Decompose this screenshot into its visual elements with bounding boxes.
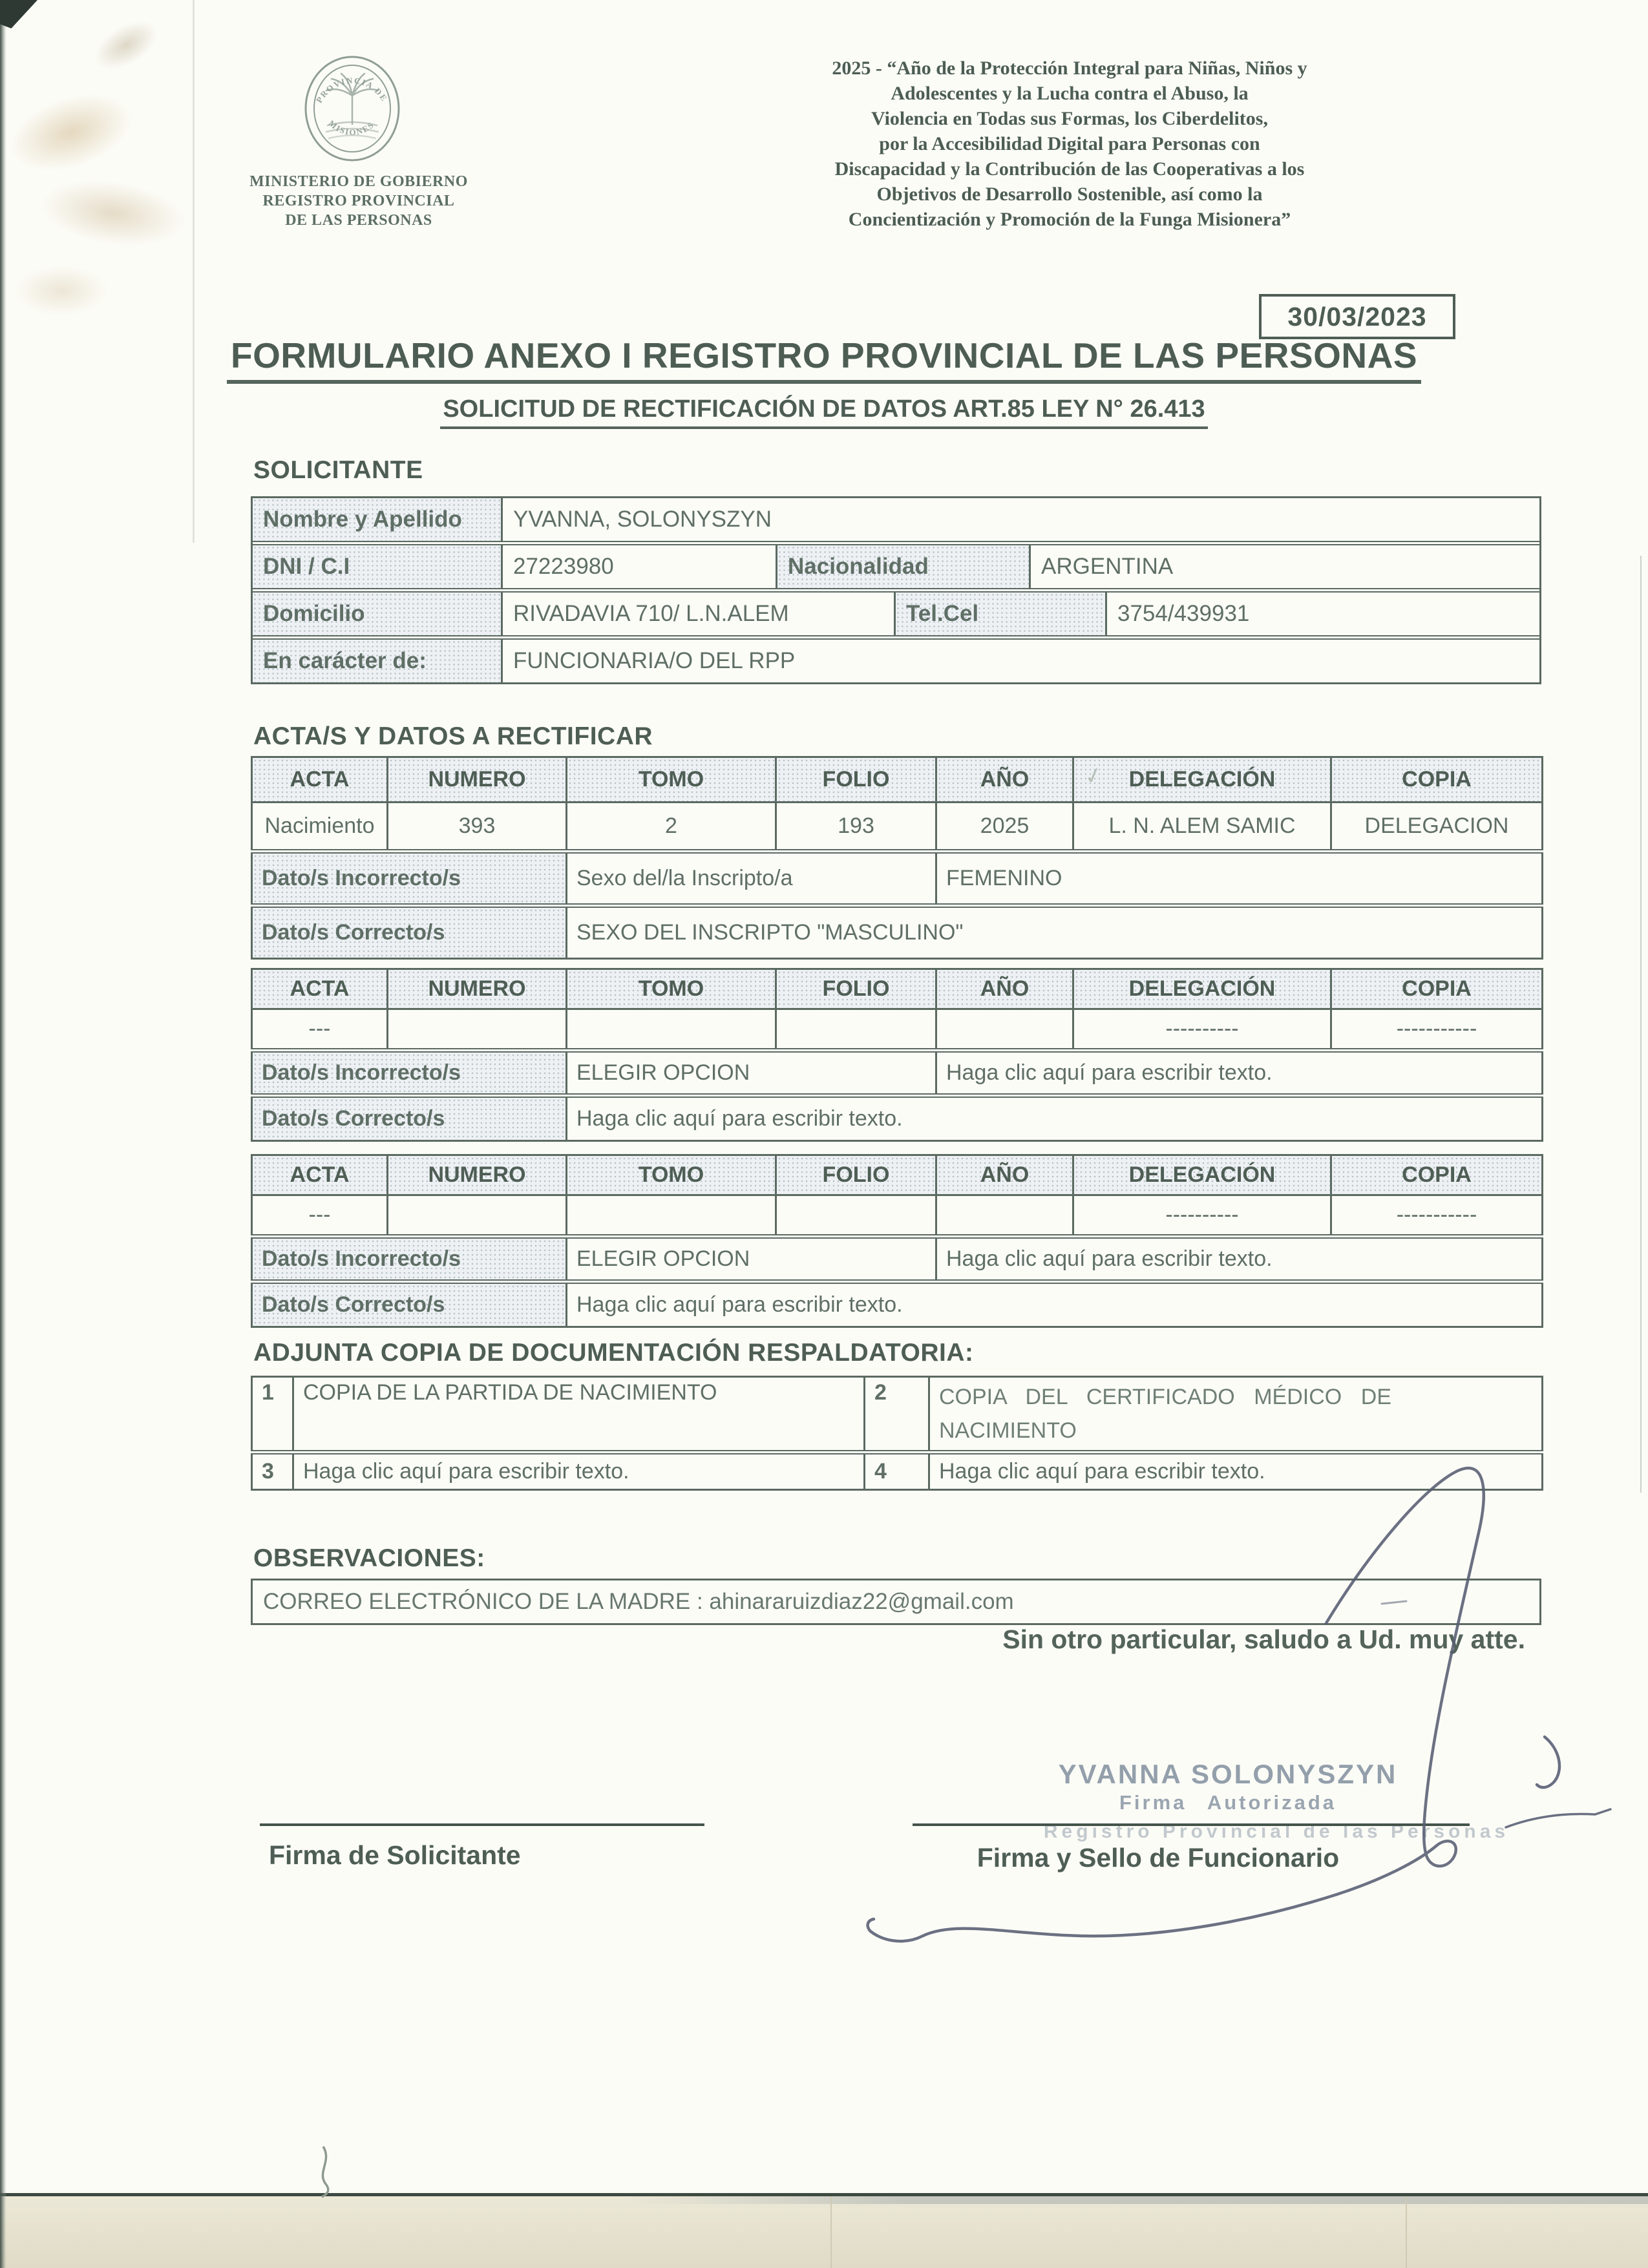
- incorrecto-label: Dato/s Incorrecto/s: [252, 852, 567, 906]
- folio-cell: [776, 1195, 936, 1237]
- paper-crease: [193, 0, 195, 543]
- ministry-line: DE LAS PERSONAS: [285, 212, 432, 229]
- acta-cell: ---: [252, 1009, 388, 1051]
- scanner-background-band: [0, 2193, 1648, 2268]
- item-text: COPIA DEL CERTIFICADO MÉDICO DE NACIMIENTO: [929, 1377, 1543, 1453]
- col-header-tomo: TOMO: [567, 969, 776, 1009]
- funcionario-signature-label: Firma y Sello de Funcionario: [977, 1843, 1340, 1873]
- delegacion-cell: ----------: [1073, 1195, 1331, 1237]
- col-header-delegacion: DELEGACIÓN: [1073, 969, 1331, 1009]
- observaciones-value: CORREO ELECTRÓNICO DE LA MADRE : ahinararuizdiaz22@gmail.com: [263, 1589, 1014, 1614]
- col-header-acta: ACTA: [252, 969, 388, 1009]
- incorrecto-label: Dato/s Incorrecto/s: [252, 1237, 567, 1282]
- nacionalidad-label: Nacionalidad: [776, 545, 1029, 588]
- item-text: Haga clic aquí para escribir texto.: [293, 1453, 865, 1490]
- table-header-row: [252, 969, 1543, 1009]
- motto-line: Concientización y Promoción de la Funga Misionera”: [848, 209, 1291, 230]
- dni-value: 27223980: [501, 545, 776, 588]
- col-header-tomo: TOMO: [567, 1155, 776, 1195]
- solicitante-signature-label: Firma de Solicitante: [269, 1840, 521, 1870]
- incorrecto-row: [252, 1237, 1543, 1282]
- incorrecto-label: Dato/s Incorrecto/s: [252, 1051, 567, 1096]
- tomo-cell: [567, 1195, 776, 1237]
- scan-corner-mark: [0, 0, 37, 28]
- provincia-misiones-emblem-logo: [262, 53, 443, 164]
- scan-right-line: [1640, 556, 1642, 1493]
- incorrecto-campo: Sexo del/la Inscripto/a: [567, 852, 936, 906]
- stamp-role: Firma Autorizada: [1119, 1791, 1337, 1814]
- year-motto-block: [701, 56, 1438, 232]
- nacionalidad-value: ARGENTINA: [1029, 545, 1539, 588]
- observaciones-heading: OBSERVACIONES:: [253, 1544, 485, 1572]
- col-header-folio: FOLIO: [776, 757, 936, 803]
- closing-salutation: Sin otro particular, saludo a Ud. muy atte.: [1002, 1624, 1525, 1654]
- date-box: 30/03/2023: [1259, 294, 1455, 339]
- col-header-numero: NUMERO: [388, 969, 567, 1009]
- adjunta-heading: ADJUNTA COPIA DE DOCUMENTACIÓN RESPALDATORIA:: [253, 1339, 974, 1367]
- ministry-line: MINISTERIO DE GOBIERNO: [249, 173, 468, 190]
- correcto-label: Dato/s Correcto/s: [252, 1096, 567, 1141]
- col-header-anio: AÑO: [936, 969, 1073, 1009]
- table-row: [253, 498, 1539, 541]
- actas-heading: ACTA/S Y DATOS A RECTIFICAR: [253, 722, 653, 750]
- col-header-anio: AÑO: [936, 1155, 1073, 1195]
- table-header-row: [252, 1155, 1543, 1195]
- numero-cell: [388, 1195, 567, 1237]
- motto-line: Objetivos de Desarrollo Sostenible, así como la: [876, 184, 1263, 205]
- anio-cell: [936, 1195, 1073, 1237]
- col-header-delegacion: ✓ DELEGACIÓN: [1073, 757, 1331, 803]
- table-row: [253, 635, 1539, 682]
- incorrecto-valor: Haga clic aquí para escribir texto.: [936, 1051, 1543, 1096]
- incorrecto-campo: ELEGIR OPCION: [567, 1051, 936, 1096]
- paper-stain: [35, 171, 191, 255]
- col-header-acta: ACTA: [252, 1155, 388, 1195]
- item-number: 4: [865, 1453, 929, 1490]
- domicilio-label: Domicilio: [253, 593, 501, 635]
- motto-line: Adolescentes y la Lucha contra el Abuso, la: [891, 83, 1249, 104]
- telefono-value: 3754/439931: [1105, 593, 1539, 635]
- incorrecto-campo: ELEGIR OPCION: [567, 1237, 936, 1282]
- table-row: [252, 803, 1543, 852]
- table-row: [252, 1009, 1543, 1051]
- incorrecto-valor: Haga clic aquí para escribir texto.: [936, 1237, 1543, 1282]
- correcto-row: [252, 1282, 1543, 1327]
- numero-cell: 393: [388, 803, 567, 852]
- folio-cell: 193: [776, 803, 936, 852]
- table-row: [252, 1377, 1543, 1453]
- correcto-row: [252, 1096, 1543, 1141]
- acta-table-3: [251, 1154, 1543, 1328]
- paper-stain: [85, 11, 166, 80]
- col-header-folio: FOLIO: [776, 969, 936, 1009]
- dni-label: DNI / C.I: [253, 545, 501, 588]
- col-header-acta: ACTA: [252, 757, 388, 803]
- acta-cell: ---: [252, 1195, 388, 1237]
- observaciones-box: [251, 1579, 1541, 1625]
- incorrecto-valor: FEMENINO: [936, 852, 1543, 906]
- item-number: 3: [252, 1453, 293, 1490]
- numero-cell: [388, 1009, 567, 1051]
- table-row: [252, 1195, 1543, 1237]
- domicilio-value: RIVADAVIA 710/ L.N.ALEM: [501, 593, 894, 635]
- acta-cell: Nacimiento: [252, 803, 388, 852]
- emblem-bottom-text: MISIONES: [326, 118, 376, 138]
- correcto-valor: Haga clic aquí para escribir texto.: [567, 1282, 1543, 1327]
- copia-cell: DELEGACION: [1331, 803, 1543, 852]
- col-header-copia: COPIA: [1331, 969, 1543, 1009]
- telefono-label: Tel.Cel: [894, 593, 1105, 635]
- col-header-delegacion: DELEGACIÓN: [1073, 1155, 1331, 1195]
- folio-cell: [776, 1009, 936, 1051]
- ministry-name-block: [207, 172, 511, 230]
- incorrecto-row: [252, 852, 1543, 906]
- table-row: [253, 588, 1539, 635]
- tomo-cell: [567, 1009, 776, 1051]
- col-header-numero: NUMERO: [388, 1155, 567, 1195]
- anio-cell: [936, 1009, 1073, 1051]
- copia-cell: -----------: [1331, 1195, 1543, 1237]
- stamp-name: YVANNA SOLONYSZYN: [1058, 1759, 1398, 1789]
- anio-cell: 2025: [936, 803, 1073, 852]
- delegacion-cell: ----------: [1073, 1009, 1331, 1051]
- col-header-copia: COPIA: [1331, 1155, 1543, 1195]
- solicitante-signature-line: [260, 1823, 704, 1826]
- paper-stain: [13, 265, 110, 317]
- tomo-cell: 2: [567, 803, 776, 852]
- emblem-top-text: PROVINCIA DE: [313, 75, 390, 105]
- stray-check-mark: ✓: [1081, 762, 1106, 790]
- delegacion-cell: L. N. ALEM SAMIC: [1073, 803, 1331, 852]
- funcionario-signature-line: [913, 1823, 1470, 1826]
- ministry-line: REGISTRO PROVINCIAL: [262, 193, 455, 209]
- acta-table-2: [251, 968, 1543, 1142]
- motto-line: 2025 - “Año de la Protección Integral para Niñas, Niños y: [832, 58, 1307, 79]
- col-header-copia: COPIA: [1331, 757, 1543, 803]
- stamp-office: Registro Provincial de las Personas: [1043, 1821, 1510, 1842]
- correcto-label: Dato/s Correcto/s: [252, 906, 567, 959]
- correcto-label: Dato/s Correcto/s: [252, 1282, 567, 1327]
- col-header-numero: NUMERO: [388, 757, 567, 803]
- scan-left-edge: [0, 0, 6, 2268]
- form-subtitle: SOLICITUD DE RECTIFICACIÓN DE DATOS ART.85 LEY N° 26.413: [440, 395, 1207, 429]
- solicitante-table: [251, 496, 1541, 684]
- acta-table-1: [251, 756, 1543, 960]
- table-header-row: [252, 757, 1543, 803]
- col-header-folio: FOLIO: [776, 1155, 936, 1195]
- motto-line: Discapacidad y la Contribución de las Cooperativas a los: [834, 158, 1305, 180]
- caracter-value: FUNCIONARIA/O DEL RPP: [501, 640, 1539, 682]
- item-number: 2: [865, 1377, 929, 1453]
- correcto-valor: SEXO DEL INSCRIPTO "MASCULINO": [567, 906, 1543, 959]
- motto-line: por la Accesibilidad Digital para Personas con: [879, 133, 1260, 154]
- correcto-valor: Haga clic aquí para escribir texto.: [567, 1096, 1543, 1141]
- adjunta-table: [251, 1376, 1543, 1491]
- paper-stain: [0, 79, 143, 186]
- item-text: Haga clic aquí para escribir texto.: [929, 1453, 1543, 1490]
- motto-line: Violencia en Todas sus Formas, los Ciberdelitos,: [871, 108, 1268, 129]
- correcto-row: [252, 906, 1543, 959]
- incorrecto-row: [252, 1051, 1543, 1096]
- nombre-label: Nombre y Apellido: [253, 498, 501, 541]
- table-row: [253, 541, 1539, 588]
- nombre-value: YVANNA, SOLONYSZYN: [501, 498, 1539, 541]
- item-text: COPIA DE LA PARTIDA DE NACIMIENTO: [293, 1377, 865, 1453]
- item-number: 1: [252, 1377, 293, 1453]
- col-header-tomo: TOMO: [567, 757, 776, 803]
- col-header-anio: AÑO: [936, 757, 1073, 803]
- copia-cell: -----------: [1331, 1009, 1543, 1051]
- solicitante-heading: SOLICITANTE: [253, 456, 423, 484]
- table-row: [252, 1453, 1543, 1490]
- form-title: FORMULARIO ANEXO I REGISTRO PROVINCIAL DE LAS PERSONAS: [227, 335, 1421, 384]
- caracter-label: En carácter de:: [253, 640, 501, 682]
